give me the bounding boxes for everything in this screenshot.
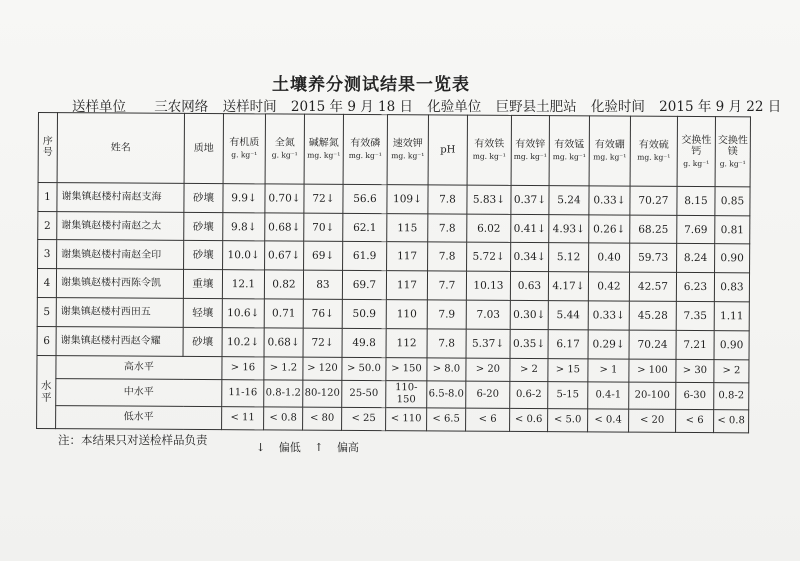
send-time: 2015 年 9 月 18 日 [290,99,413,115]
table-cell: 7.03 [466,300,510,329]
header-mn: 有效锰 mg. kg⁻¹ [549,116,589,186]
table-cell: 谢集镇赵楼村西陈令凯 [56,269,183,299]
table-cell: 5.37↓ [466,329,510,358]
table-cell: 59.73 [630,244,677,273]
table-cell: 68.25 [630,215,677,244]
table-cell: 2 [38,211,57,240]
note: 注：本结果只对送检样品负责 [58,433,208,447]
legend-low: 偏低 [278,441,301,454]
table-cell: 70.24 [629,330,676,359]
table-cell: 61.9 [343,242,387,271]
level-cell: > 150 [386,357,427,381]
table-cell: 0.90 [715,244,750,273]
table-cell: 0.29↓ [588,330,629,359]
level-name: 高水平 [56,355,222,379]
table-row [38,182,750,215]
table-cell: 0.83 [714,273,749,302]
table-cell: 10.6↓ [222,299,264,328]
table-cell: 110 [386,300,427,329]
table-cell: 0.34↓ [511,243,549,272]
table-cell: 62.1 [343,213,387,242]
table-cell: 10.2↓ [222,328,264,357]
table-cell: 谢集镇赵楼村南赵全印 [57,240,184,270]
table-cell: 4.93↓ [549,214,589,243]
table-cell: 69↓ [304,242,343,271]
level-cell: > 1 [588,359,629,383]
level-cell: < 20 [629,409,676,433]
table-cell: 76↓ [303,299,342,328]
table-cell: 10.0↓ [223,241,265,270]
table-cell: 12.1 [222,270,264,299]
level-cell: < 0.6 [510,408,548,432]
table-cell: 重壤 [183,270,222,299]
level-cell: 25-50 [342,380,386,407]
table-cell: 谢集镇赵楼村西赵令耀 [56,327,183,357]
table-cell: 4.17↓ [548,272,588,301]
table-cell: 0.68↓ [264,328,303,357]
level-cell: < 0.8 [714,409,749,433]
level-cell: > 15 [548,358,588,382]
table-cell: 45.28 [629,301,676,330]
table-cell: 5.44 [548,301,588,330]
table-row [37,298,749,331]
table-cell: 5 [37,298,56,327]
table-cell: 115 [387,213,428,242]
table-cell: 0.71 [264,299,303,328]
table-cell: 7.9 [427,300,466,329]
table-cell: 56.6 [343,184,387,213]
table-cell: 谢集镇赵楼村南赵之太 [57,211,184,241]
table-cell: 7.69 [677,215,715,244]
high-arrow-icon: ↑ [314,441,324,454]
table-cell: 0.42 [588,272,629,301]
level-cell: 110-150 [386,381,427,408]
level-cell: < 80 [303,407,342,431]
table-cell: 0.33↓ [589,186,630,215]
header-an: 碱解氮 mg. kg⁻¹ [304,114,343,184]
test-time-label: 化验时间 [590,99,645,115]
table-cell: 10.13 [466,271,510,300]
send-unit: 三农网络 [154,99,209,115]
level-cell: > 120 [303,357,342,381]
header-texture: 质地 [184,113,223,183]
level-cell: 0.8-2 [714,383,749,410]
table-cell: 6 [37,326,56,355]
level-cell: > 50.0 [342,357,386,381]
table-cell: 6.23 [676,273,714,302]
table-cell: 谢集镇赵楼村西田五 [56,298,183,328]
level-name: 低水平 [56,405,222,429]
table-cell: 72↓ [304,184,343,213]
table-cell: 5.24 [549,185,589,214]
table-cell: 117 [386,271,427,300]
results-table [36,112,751,433]
table-cell: 谢集镇赵楼村南赵支海 [57,182,184,212]
header-s: 有效硫 mg. kg⁻¹ [630,116,677,186]
level-cell: > 2 [510,358,548,382]
header-tn: 全氮 g. kg⁻¹ [265,114,304,184]
level-cell: 0.4-1 [588,382,629,409]
level-cell: 11-16 [222,380,264,407]
table-cell: 0.33↓ [588,301,629,330]
table-cell: 7.8 [427,329,466,358]
level-cell: 6.5-8.0 [427,381,466,408]
table-cell: 9.8↓ [223,212,265,241]
results-table-wrap [38,112,748,429]
table-cell: 1.11 [714,302,749,331]
level-rows [37,355,749,433]
table-cell: 112 [386,329,427,358]
table-cell: 0.30↓ [510,300,548,329]
table-cell: 0.35↓ [510,329,548,358]
header-om: 有机质 g. kg⁻¹ [223,114,265,184]
header-ap: 有效磷 mg. kg⁻¹ [343,114,387,184]
level-cell: < 6.5 [427,408,466,432]
table-cell: 8.15 [677,186,715,215]
table-row [37,326,749,359]
table-cell: 5.72↓ [467,243,511,272]
table-cell: 0.67↓ [265,241,304,270]
level-cell: < 110 [386,407,427,431]
table-cell: 7.8 [428,214,467,243]
table-cell: 6.02 [467,214,511,243]
level-cell: < 5.0 [548,408,588,432]
header-name: 姓名 [57,113,184,184]
table-cell: 7.35 [676,301,714,330]
header-ca: 交换性钙 g. kg⁻¹ [677,116,715,186]
level-cell: 0.8-1.2 [264,380,303,407]
level-cell: < 11 [222,406,264,430]
level-cell: < 0.8 [264,407,303,431]
level-cell: 80-120 [303,380,342,407]
level-cell: < 6 [676,409,714,433]
table-cell: 0.82 [264,270,303,299]
table-cell: 砂壤 [183,327,222,356]
table-cell: 69.7 [342,271,386,300]
level-cell: > 1.2 [264,357,303,381]
level-cell: > 30 [676,359,714,383]
send-unit-label: 送样单位 [72,99,126,115]
header-zn: 有效锌 mg. kg⁻¹ [511,115,549,185]
table-cell: 117 [387,242,428,271]
test-time: 2015 年 9 月 22 日 [659,99,782,115]
table-row [38,240,750,273]
table-cell: 72↓ [303,328,342,357]
level-cell: < 25 [342,407,386,431]
level-cell: < 6 [466,408,510,432]
table-cell: 49.8 [342,328,386,357]
header-idx: 序号 [38,113,57,183]
level-cell: > 8.0 [427,358,466,382]
table-cell: 0.85 [715,186,750,215]
table-cell: 7.21 [676,330,714,359]
level-cell: > 100 [629,359,676,383]
document-title: 土壤养分测试结果一览表 [272,75,470,95]
table-cell: 9.9↓ [223,183,265,212]
header-row [38,113,750,187]
table-cell: 0.90 [714,331,749,360]
table-cell: 7.7 [427,271,466,300]
table-cell: 0.70↓ [265,184,304,213]
legend-high: 偏高 [336,441,359,454]
table-cell: 3 [38,240,57,269]
low-arrow-icon: ↓ [256,441,266,454]
level-row [37,405,749,433]
table-cell: 0.37↓ [511,185,549,214]
table-cell: 5.12 [549,243,589,272]
level-cell: 6-20 [466,381,510,408]
table-cell: 7.8 [428,185,467,214]
table-row [37,269,749,302]
table-cell: 0.41↓ [511,214,549,243]
header-fe: 有效铁 mg. kg⁻¹ [467,115,511,185]
table-cell: 0.40 [589,243,630,272]
table-row [38,211,750,244]
table-cell: 砂壤 [184,183,223,212]
table-cell: 0.63 [510,272,548,301]
level-cell: > 16 [222,356,264,380]
table-cell: 8.24 [677,244,715,273]
header-mg: 交换性镁 g. kg⁻¹ [715,117,750,187]
table-cell: 0.68↓ [265,213,304,242]
table-cell: 砂壤 [184,212,223,241]
table-cell: 砂壤 [184,241,223,270]
table-cell: 0.26↓ [589,215,630,244]
level-cell: > 2 [714,359,749,382]
table-cell: 70↓ [304,213,343,242]
data-rows [37,182,750,359]
table-cell: 70.27 [630,186,677,215]
table-cell: 5.83↓ [467,185,511,214]
level-name: 中水平 [56,379,222,407]
lab-name: 巨野县土肥站 [495,99,577,115]
table-cell: 0.81 [715,215,750,244]
level-cell: 5-15 [548,382,588,409]
level-cell: 0.6-2 [510,381,548,408]
header-ph: pH [428,115,467,185]
table-cell: 50.9 [342,299,386,328]
legend [256,439,369,455]
table-cell: 7.8 [428,242,467,271]
table-cell: 42.57 [629,272,676,301]
level-cell: < 0.4 [588,409,629,433]
table-cell: 4 [37,269,56,298]
table-cell: 109↓ [387,184,428,213]
level-cell: 20-100 [629,382,676,409]
header-ak: 速效钾 mg. kg⁻¹ [387,115,428,185]
send-time-label: 送样时间 [222,99,277,115]
levels-label: 水平 [37,355,56,428]
header-b: 有效硼 mg. kg⁻¹ [589,116,630,186]
lab-label: 化验单位 [427,99,482,115]
table-cell: 83 [303,270,342,299]
level-cell: 6-30 [676,382,714,409]
level-cell: > 20 [466,358,510,382]
table-cell: 轻壤 [183,298,222,327]
table-cell: 1 [38,182,57,211]
table-cell: 6.17 [548,330,588,359]
